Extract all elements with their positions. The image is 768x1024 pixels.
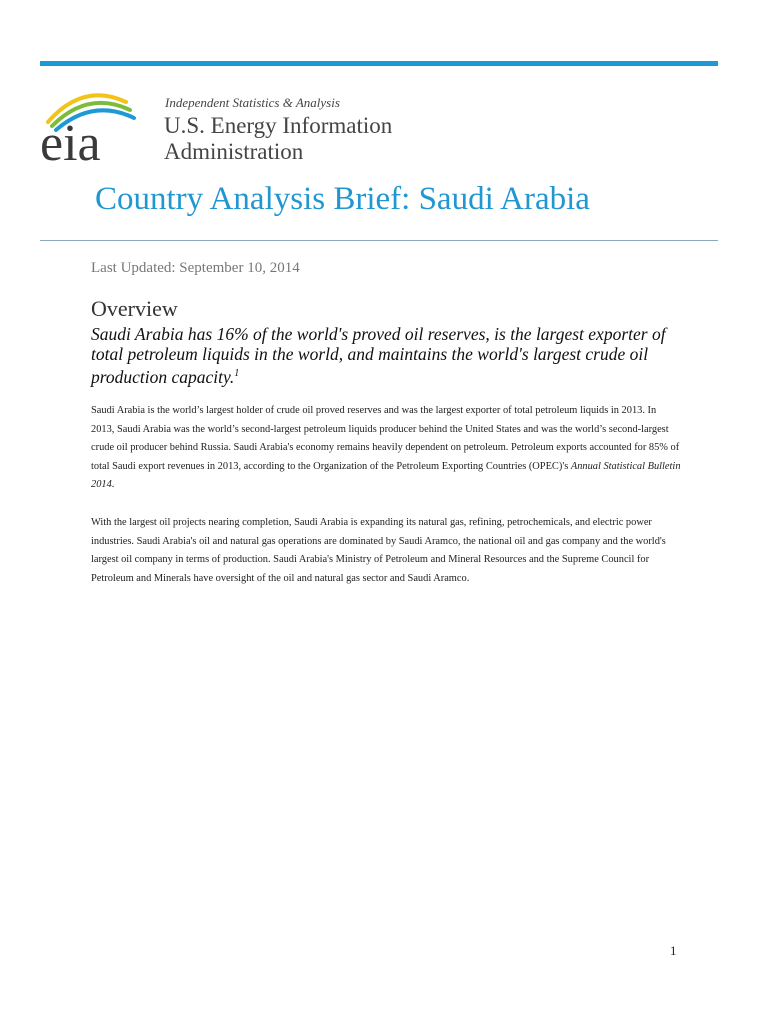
publication-title: Annual Statistical Bulletin 2014 (91, 460, 681, 491)
lead-summary-text: Saudi Arabia has 16% of the world's proved oil reserves, is the largest exporter of total petroleum liquids in the world, and maintains the world's largest crude oil production capacity. (91, 324, 666, 387)
eia-tagline: Independent Statistics & Analysis (165, 95, 340, 110)
last-updated: Last Updated: September 10, 2014 (91, 260, 300, 276)
logo-wordmark: eia (40, 115, 101, 168)
lead-summary (91, 324, 681, 387)
paragraph-1-text: Saudi Arabia is the world’s largest holder of crude oil proved reserves and was the largest exporter of total petroleum liquids in 2013. In 2013, Saudi Arabia was the world’s second-largest petroleum liquids producer behind the United States and was the world’s second-largest crude oil producer behind Russia. Saudi Arabia's economy remains heavily dependent on petroleum. Petroleum exports accounted for 85% of total Saudi export revenues in 2013, according to the Organization of the Petroleum Exporting Countries (OPEC)'s (91, 405, 680, 472)
header-top-rule (40, 61, 718, 66)
eia-logo (38, 84, 172, 168)
page-number: 1 (670, 943, 677, 958)
org-name-line-1: U.S. Energy Information (164, 113, 393, 138)
eia-organization-name (164, 113, 392, 165)
org-name-line-2: Administration (164, 139, 304, 164)
body-paragraph-2: With the largest oil projects nearing completion, Saudi Arabia is expanding its natural gas, refining, petrochemicals, and electric power industries. Saudi Arabia's oil and natural gas operations are dominated by Saudi Aramco, the national oil and gas company and the world's largest oil company in terms of production. Saudi Arabia's Ministry of Petroleum and Mineral Resources and the Supreme Council for Petroleum and Minerals have oversight of the oil and natural gas sector and Saudi Aramco. (91, 517, 666, 584)
document-title: Country Analysis Brief: Saudi Arabia (95, 181, 590, 217)
section-heading-overview: Overview (91, 296, 178, 321)
paragraph-1-end: . (111, 479, 115, 491)
body-paragraph-1 (91, 402, 681, 495)
footnote-marker[interactable]: 1 (234, 368, 240, 379)
title-divider (40, 240, 718, 241)
